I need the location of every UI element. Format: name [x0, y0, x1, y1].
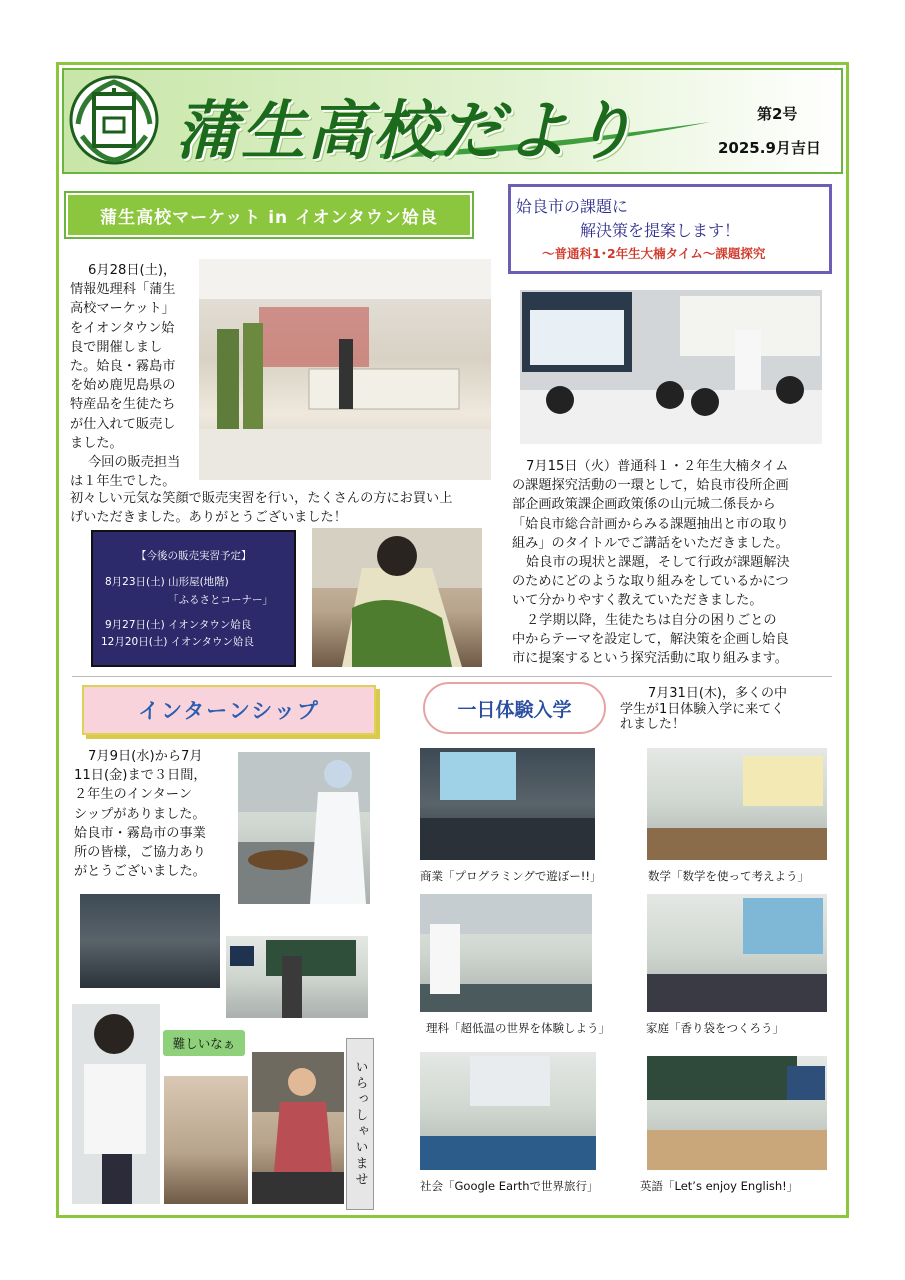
speech-bubble: 難しいなぁ [163, 1030, 245, 1056]
text-line: 中からテーマを設定して，解決策を企画し姶良 [512, 631, 789, 647]
photo-intern-staff [72, 1004, 160, 1204]
text-line: れました！ [620, 717, 686, 732]
caption-social: 社会「Google Earthで世界旅行」 [420, 1179, 599, 1193]
text-line: シップがありました。 [74, 806, 206, 822]
issue-date: 2025.9月吉日 [718, 139, 821, 157]
opencampus-heading: 一日体験入学 [423, 682, 606, 734]
issue-number: 第2号 [757, 105, 798, 123]
text-line: 7月9日(水)から7月 [88, 749, 203, 764]
photo-intern-shop [164, 1076, 248, 1204]
text-line: ２年生のインターン [74, 787, 192, 803]
text-line: は１年生でした。 [70, 474, 176, 490]
text-line: を始め鹿児島県の [70, 378, 176, 394]
text-line: 学生が1日体験入学に来てく [620, 701, 785, 717]
text-line: 「姶良市総合計画からみる課題抽出と市の取り [512, 516, 789, 532]
schedule-title: 【今後の販売実習予定】 [136, 550, 252, 562]
photo-intern-class [226, 936, 368, 1018]
text-line: ました。 [70, 435, 123, 451]
internship-heading: インターンシップ [82, 685, 376, 735]
text-line: 今回の販売担当 [88, 455, 181, 470]
text-line: がとうございました。 [74, 864, 206, 880]
text-line: 姶良市・霧島市の事業 [74, 825, 206, 841]
text-line: 初々しい元気な笑顔で販売実習を行い，たくさんの方にお買い上 [70, 491, 453, 506]
photo-social-studies [420, 1052, 596, 1170]
text-line: いて分かりやすく教えていただきました。 [512, 593, 763, 609]
caption-commerce: 商業「プログラミングで遊ぼー!!」 [420, 869, 602, 883]
text-line: のためにどのような取り組みをしているかにつ [512, 574, 789, 590]
caption-home-economics: 家庭「香り袋をつくろう」 [646, 1021, 784, 1035]
photo-market-booth [199, 259, 491, 480]
text-line: 部企画政策課企画政策係の山元城二係長から [512, 497, 776, 513]
schedule-item: 12月20日(土) イオンタウン姶良 [101, 636, 255, 648]
vertical-caption: いらっしゃいませ [346, 1038, 374, 1210]
photo-english [647, 1056, 827, 1170]
schedule-item: 「ふるさとコーナー」 [168, 594, 273, 606]
text-line: ２学期以降，生徒たちは自分の困りごとの [526, 612, 777, 628]
taskresearch-heading-line2: 解決策を提案します！ [580, 221, 741, 240]
text-line: が仕入れて販売し [70, 416, 176, 432]
text-line: 7月31日(木)，多くの中 [648, 686, 787, 701]
text-line: 市に提案するという探究活動に取り組みます。 [512, 651, 788, 666]
text-line: げいただきました。ありがとうございました！ [70, 510, 347, 526]
text-line: 良で開催しまし [70, 339, 163, 355]
text-line: 特産品を生徒たち [70, 397, 176, 413]
text-line: 7月15日（火）普通科１・２年生大楠タイム [526, 459, 789, 474]
text-line: 姶良市の現状と課題，そして行政が課題解決 [526, 555, 790, 570]
taskresearch-heading-line1: 姶良市の課題に [516, 197, 629, 216]
photo-intern-bakery [238, 752, 370, 904]
newsletter-title: 蒲生高校だより [175, 94, 637, 169]
text-line: 11日(金)まで３日間， [74, 768, 207, 784]
caption-english: 英語「Let’s enjoy English!」 [640, 1179, 799, 1193]
taskresearch-subheading: ～普通科1･2年生大楠タイム～課題探究 [542, 246, 766, 261]
text-line: をイオンタウン姶 [70, 320, 175, 336]
school-crest-icon [68, 74, 160, 166]
schedule-item: 9月27日(土) イオンタウン姶良 [105, 619, 252, 631]
photo-intern-counter [252, 1052, 344, 1204]
caption-math: 数学「数学を使って考えよう」 [648, 869, 809, 883]
text-line: の課題探究活動の一環として，姶良市役所企画 [512, 478, 789, 494]
caption-science: 理科「超低温の世界を体験しよう」 [426, 1021, 610, 1035]
text-line: た。姶良・霧島市 [70, 359, 176, 374]
section-divider [72, 676, 832, 677]
text-line: 高校マーケット」 [70, 301, 175, 317]
photo-home-economics [647, 894, 827, 1012]
photo-science [420, 894, 592, 1012]
photo-happi-student [312, 528, 482, 667]
schedule-item: 8月23日(土) 山形屋(地階) [105, 576, 229, 588]
market-heading: 蒲生高校マーケット in イオンタウン姶良 [66, 193, 472, 237]
text-line: 6月28日(土)， [88, 263, 177, 278]
sales-schedule-box [91, 530, 296, 667]
photo-intern-car [80, 894, 220, 988]
text-line: 所の皆様，ご協力あり [74, 845, 206, 860]
text-line: 組み」のタイトルでご講話をいただきました。 [512, 535, 789, 551]
photo-math [647, 748, 827, 860]
text-line: 情報処理科「蒲生 [70, 282, 176, 298]
photo-programming [420, 748, 595, 860]
photo-lecture-classroom [520, 290, 822, 444]
